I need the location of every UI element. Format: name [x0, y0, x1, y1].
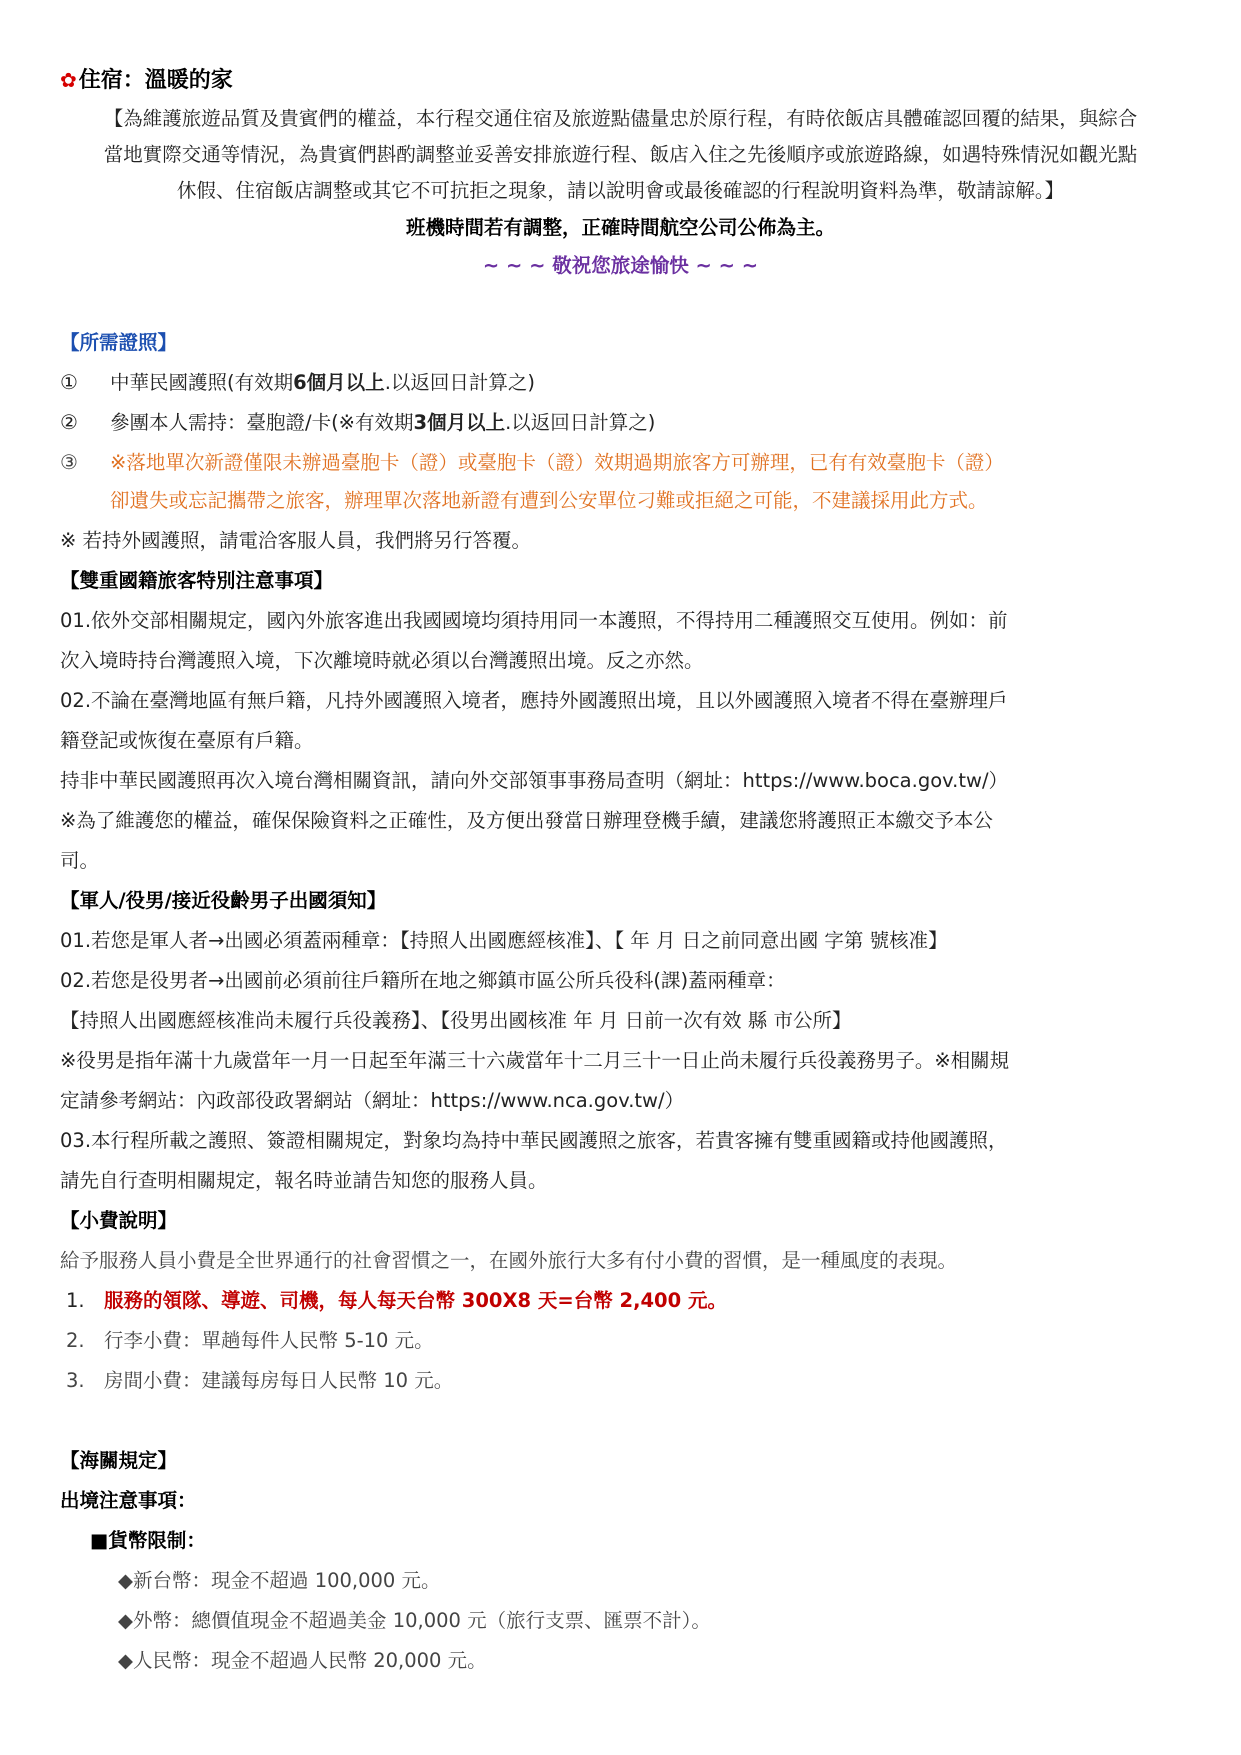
list-item: ① 中華民國護照(有效期6個月以上.以返回日計算之)	[60, 370, 535, 394]
list-item: ③ ※落地單次新證僅限未辦過臺胞卡（證）或臺胞卡（證）效期過期旅客方可辦理，已有有效臺胞卡（證）	[60, 450, 1004, 474]
paragraph-line: 01.若您是軍人者→出國必須蓋兩種章：【持照人出國應經核准】、【 年 月 日之前同意出國 字第 號核准】	[60, 929, 948, 952]
list-item: 2. 行李小費：單趟每件人民幣 5-10 元。	[66, 1329, 434, 1352]
paragraph-line: 03.本行程所載之護照、簽證相關規定，對象均為持中華民國護照之旅客，若貴客擁有雙重國籍或持他國護照，	[60, 1129, 1008, 1152]
customs-heading: 【海關規定】	[60, 1449, 178, 1472]
paragraph-line: 籍登記或恢復在臺原有戶籍。	[60, 729, 314, 752]
flight-note: 班機時間若有調整，正確時間航空公司公佈為主。	[405, 216, 835, 239]
customs-subheading: 出境注意事項：	[60, 1489, 197, 1512]
flower-icon: ✿	[60, 68, 77, 92]
foreign-passport-note: ※ 若持外國護照，請電洽客服人員，我們將另行答覆。	[60, 529, 532, 552]
documents-heading: 【所需證照】	[60, 331, 178, 354]
list-item: ◆新台幣：現金不超過 100,000 元。	[118, 1569, 441, 1592]
paragraph-line: 02.若您是役男者→出國前必須前往戶籍所在地之鄉鎮市區公所兵役科(課)蓋兩種章：	[60, 969, 786, 992]
paragraph-line: ※為了維護您的權益，確保保險資料之正確性，及方便出發當日辦理登機手續，建議您將護照正本繳交予本公	[60, 809, 993, 832]
notice-line: 當地實際交通等情況，為貴賓們斟酌調整並妥善安排旅遊行程、飯店入住之先後順序或旅遊路線，如遇特殊情況如觀光點	[103, 143, 1138, 166]
paragraph-line: 02.不論在臺灣地區有無戶籍，凡持外國護照入境者，應持外國護照出境，且以外國護照入境者不得在臺辦理戶	[60, 689, 1008, 712]
paragraph-line: 次入境時持台灣護照入境，下次離境時就必須以台灣護照出境。反之亦然。	[60, 649, 704, 672]
paragraph-line: 司。	[60, 849, 100, 872]
list-item: 3. 房間小費：建議每房每日人民幣 10 元。	[66, 1369, 454, 1392]
nca-link-line: 定請參考網站：內政部役政署網站（網址：https://www.nca.gov.tw/）	[60, 1089, 685, 1112]
tips-intro: 給予服務人員小費是全世界通行的社會習慣之一，在國外旅行大多有付小費的習慣，是一種風度的表現。	[60, 1249, 958, 1272]
list-item-continuation: 卻遺失或忘記攜帶之旅客，辦理單次落地新證有遭到公安單位刁難或拒絕之可能，不建議採用此方式。	[110, 489, 988, 512]
notice-line: 【為維護旅遊品質及貴賓們的權益，本行程交通住宿及旅遊點儘量忠於原行程，有時依飯店具體確認回覆的結果，與綜合	[103, 107, 1138, 130]
currency-limit-label: ■貨幣限制：	[90, 1529, 206, 1552]
dual-heading: 【雙重國籍旅客特別注意事項】	[60, 569, 334, 592]
list-item: ◆外幣：總價值現金不超過美金 10,000 元（旅行支票、匯票不計）。	[118, 1609, 711, 1632]
military-heading: 【軍人/役男/接近役齡男子出國須知】	[60, 889, 387, 912]
paragraph-line: 01.依外交部相關規定，國內外旅客進出我國國境均須持用同一本護照，不得持用二種護照交互使用。例如：前	[60, 609, 1008, 632]
boca-link-line: 持非中華民國護照再次入境台灣相關資訊，請向外交部領事事務局查明（網址：https://www.boca.gov.tw/）	[60, 769, 1009, 792]
list-item: 1. 服務的領隊、導遊、司機，每人每天台幣 300X8 天=台幣 2,400 元。	[66, 1289, 727, 1312]
notice-line: 休假、住宿飯店調整或其它不可抗拒之現象，請以說明會或最後確認的行程說明資料為準，敬請諒解。】	[176, 179, 1065, 202]
paragraph-line: ※役男是指年滿十九歲當年一月一日起至年滿三十六歲當年十二月三十一日止尚未履行兵役義務男子。※相關規	[60, 1049, 1010, 1072]
wish-text: ~ ~ ~ 敬祝您旅途愉快 ~ ~ ~	[482, 254, 759, 277]
list-item: ② 參團本人需持：臺胞證/卡(※有效期3個月以上.以返回日計算之)	[60, 410, 656, 434]
paragraph-line: 請先自行查明相關規定，報名時並請告知您的服務人員。	[60, 1169, 548, 1192]
list-item: ◆人民幣：現金不超過人民幣 20,000 元。	[118, 1649, 487, 1672]
tips-heading: 【小費說明】	[60, 1209, 178, 1232]
accommodation-title: ✿住宿：溫暖的家	[60, 68, 233, 93]
paragraph-line: 【持照人出國應經核准尚未履行兵役義務】、【役男出國核准 年 月 日前一次有效 縣 市公所】	[60, 1009, 852, 1032]
